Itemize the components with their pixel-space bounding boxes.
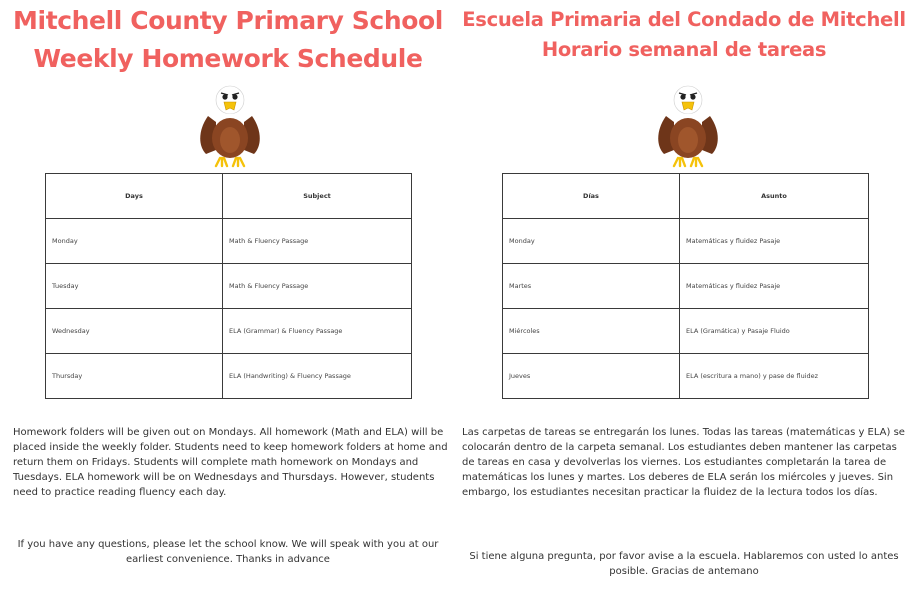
subject-cell: Math & Fluency Passage xyxy=(223,264,412,309)
subject-cell: Matemáticas y fluidez Pasaje xyxy=(680,219,869,264)
subject-cell: Math & Fluency Passage xyxy=(223,219,412,264)
column-header-subject: Asunto xyxy=(680,174,869,219)
spanish-body-paragraph: Las carpetas de tareas se entregarán los lunes. Todas las tareas (matemáticas y ELA) se colocarán dentro de la carpeta semanal. Los estudiantes deben mantener las carpetas de tareas en casa y devolverlas los viernes. Los estudiantes completarán la tarea de matemáticas los lunes y martes. Los deberes de ELA serán los miércoles y jueves. Sin embargo, los estudiantes necesitan practicar la fluidez de la lectura todos los días. xyxy=(462,427,905,498)
table-header-row xyxy=(503,174,869,219)
subject-cell: ELA (escritura a mano) y pase de fluidez xyxy=(680,354,869,399)
eagle-mascot-icon xyxy=(652,78,724,168)
day-cell: Wednesday xyxy=(46,309,223,354)
spanish-title-line2: Horario semanal de tareas xyxy=(541,38,827,61)
english-body-paragraph: Homework folders will be given out on Mondays. All homework (Math and ELA) will be placed inside the weekly folder. Students need to keep homework folders at home and return them on Fridays. Students will complete math homework on Mondays and Tuesdays. ELA homework will be on Wednesdays and Thursdays. However, students need to practice reading fluency each day. xyxy=(13,427,448,498)
table-row xyxy=(503,264,869,309)
day-cell: Martes xyxy=(503,264,680,309)
spanish-title-line1: Escuela Primaria del Condado de Mitchell xyxy=(462,8,906,31)
table-row xyxy=(503,219,869,264)
english-schedule-table xyxy=(45,173,412,399)
table-row xyxy=(46,219,412,264)
day-cell: Miércoles xyxy=(503,309,680,354)
spanish-section xyxy=(456,0,912,590)
column-header-days: Days xyxy=(46,174,223,219)
day-cell: Jueves xyxy=(503,354,680,399)
subject-cell: ELA (Handwriting) & Fluency Passage xyxy=(223,354,412,399)
subject-cell: ELA (Gramática) y Pasaje Fluido xyxy=(680,309,869,354)
column-header-subject: Subject xyxy=(223,174,412,219)
day-cell: Monday xyxy=(46,219,223,264)
english-closing-paragraph: If you have any questions, please let the school know. We will speak with you at our earliest convenience. Thanks in advance xyxy=(17,539,439,565)
spanish-schedule-table xyxy=(502,173,869,399)
subject-cell: Matemáticas y fluidez Pasaje xyxy=(680,264,869,309)
table-row xyxy=(46,354,412,399)
eagle-mascot-icon xyxy=(194,78,266,168)
spanish-closing-paragraph: Si tiene alguna pregunta, por favor avise a la escuela. Hablaremos con usted lo antes posible. Gracias de antemano xyxy=(469,551,899,577)
table-row xyxy=(503,354,869,399)
day-cell: Monday xyxy=(503,219,680,264)
subject-cell: ELA (Grammar) & Fluency Passage xyxy=(223,309,412,354)
day-cell: Thursday xyxy=(46,354,223,399)
table-header-row xyxy=(46,174,412,219)
table-row xyxy=(503,309,869,354)
english-title-line1: Mitchell County Primary School xyxy=(13,6,443,35)
column-header-days: Días xyxy=(503,174,680,219)
english-title-line2: Weekly Homework Schedule xyxy=(33,44,423,73)
day-cell: Tuesday xyxy=(46,264,223,309)
table-row xyxy=(46,264,412,309)
table-row xyxy=(46,309,412,354)
